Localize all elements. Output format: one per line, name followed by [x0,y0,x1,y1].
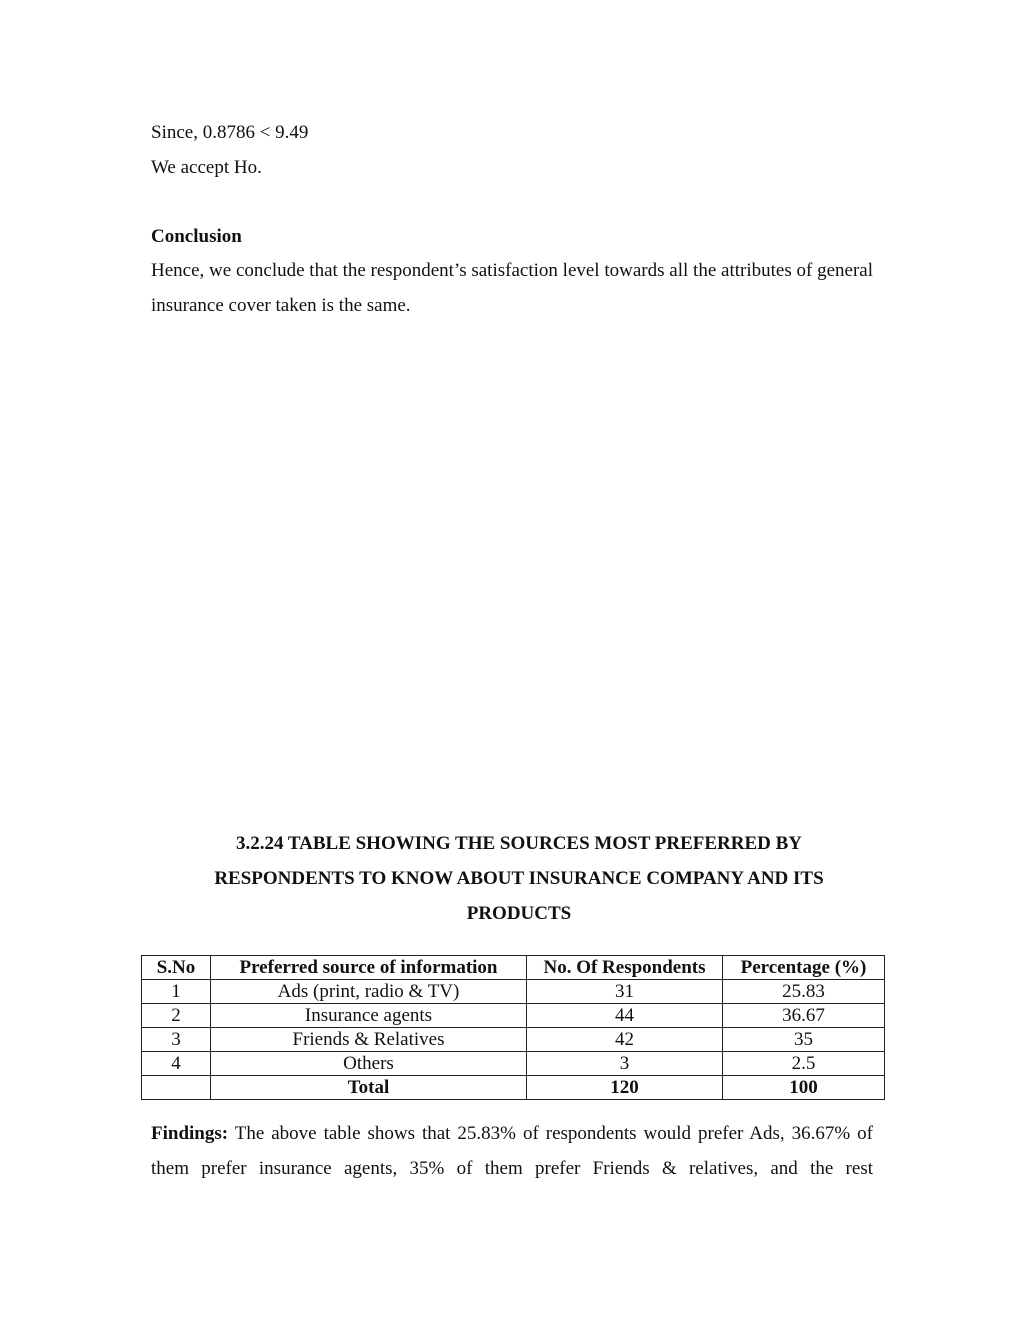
table-header-row [142,956,885,980]
header-respondents: No. Of Respondents [527,956,723,980]
cell-percentage: 35 [723,1028,885,1052]
sources-table [141,955,885,1100]
cell-sno: 3 [142,1028,211,1052]
table-title-line-2: RESPONDENTS TO KNOW ABOUT INSURANCE COMPANY AND ITS [214,868,824,889]
total-respondents: 120 [527,1076,723,1100]
table-title-line-3: PRODUCTS [466,903,572,924]
cell-respondents: 44 [527,1004,723,1028]
table-title-line-1: 3.2.24 TABLE SHOWING THE SOURCES MOST PREFERRED BY [235,833,803,854]
table-row [142,1028,885,1052]
cell-percentage: 36.67 [723,1004,885,1028]
cell-respondents: 3 [527,1052,723,1076]
total-percentage: 100 [723,1076,885,1100]
header-percentage: Percentage (%) [723,956,885,980]
total-sno [142,1076,211,1100]
cell-respondents: 42 [527,1028,723,1052]
cell-respondents: 31 [527,980,723,1004]
cell-sno: 1 [142,980,211,1004]
header-source: Preferred source of information [211,956,527,980]
total-label: Total [211,1076,527,1100]
since-line: Since, 0.8786 < 9.49 [151,122,309,143]
cell-source: Insurance agents [211,1004,527,1028]
cell-source: Others [211,1052,527,1076]
cell-source: Ads (print, radio & TV) [211,980,527,1004]
findings-paragraph [151,1117,873,1186]
accept-line: We accept Ho. [151,157,262,178]
findings-label: Findings: [151,1123,229,1144]
conclusion-paragraph: Hence, we conclude that the respondent’s satisfaction level towards all the attributes of general insurance cover taken is the same. [151,260,873,316]
findings-text: The above table shows that 25.83% of respondents would prefer Ads, 36.67% of them prefer insurance agents, 35% of them prefer Friends & relatives, and the rest [151,1123,873,1179]
conclusion-heading: Conclusion [151,226,242,247]
cell-percentage: 25.83 [723,980,885,1004]
table-total-row [142,1076,885,1100]
header-sno: S.No [142,956,211,980]
table-title [151,826,887,931]
table-row [142,1004,885,1028]
table-row [142,980,885,1004]
table-row [142,1052,885,1076]
cell-percentage: 2.5 [723,1052,885,1076]
cell-source: Friends & Relatives [211,1028,527,1052]
cell-sno: 4 [142,1052,211,1076]
cell-sno: 2 [142,1004,211,1028]
